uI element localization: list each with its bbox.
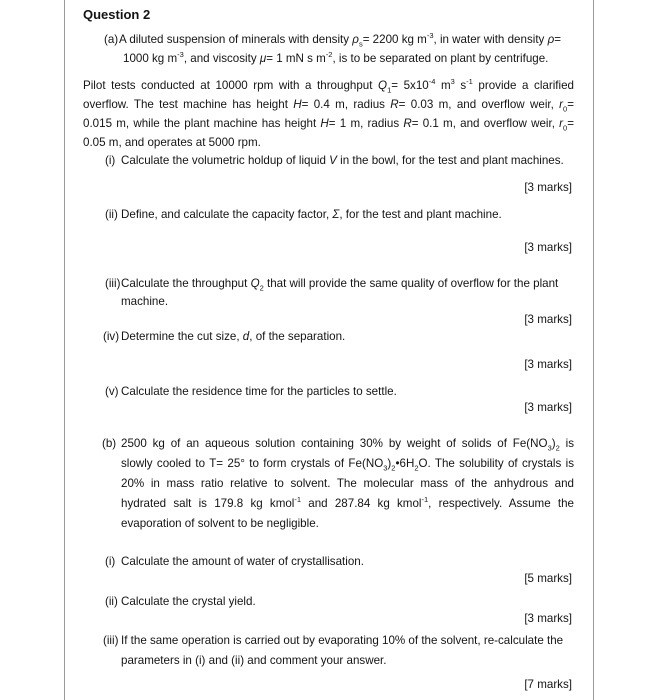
- question-title: Question 2: [83, 7, 151, 22]
- a-q2-marks: [3 marks]: [524, 241, 572, 254]
- right-page-border: [593, 0, 594, 700]
- part-a-label: (a): [104, 33, 119, 46]
- pilot-tests-line-4: 0.05 m, and operates at 5000 rpm.: [83, 136, 261, 149]
- a-q4-marks: [3 marks]: [524, 358, 572, 371]
- part-a-line-2: 1000 kg $m^{-3}$, and viscosity μ= 1 mN s $m^{-2}$, is to be separated on plant by centrifuge.: [123, 50, 549, 65]
- a-q1-text: Calculate the volumetric holdup of liquid V in the bowl, for the test and plant machines.: [121, 154, 564, 167]
- a-q5-number: (v): [105, 385, 119, 398]
- a-q5-marks: [3 marks]: [524, 401, 572, 414]
- a-q3-text: Calculate the throughput $Q_2$ that will provide the same quality of overflow for the plant: [121, 277, 559, 293]
- pilot-tests-line-2: overflow. The test machine has height H= 0.4 m, radius R= 0.03 m, and overflow weir, $r_0=$: [83, 98, 574, 114]
- part-b-line-1: 2500 kg of an aqueous solution containing 30% by weight of solids of $Fe(NO_3)_2$ is: [121, 437, 574, 453]
- b-q2-marks: [3 marks]: [524, 612, 572, 625]
- part-b-line-3: 20% in mass ratio relative to solvent. The molecular mass of the anhydrous and: [121, 477, 574, 490]
- part-b-line-4: hydrated salt is 179.8 kg kmol$^{-1}$ and 287.84 kg kmol$^{-1}$, respectively. Assume the: [121, 495, 574, 510]
- b-q1-text: Calculate the amount of water of crystallisation.: [121, 555, 364, 568]
- a-q2-text: Define, and calculate the capacity factor, Σ, for the test and plant machine.: [121, 208, 502, 221]
- a-q3-marks: [3 marks]: [524, 313, 572, 326]
- b-q3-number: (iii): [103, 634, 119, 647]
- a-q1-number: (i): [105, 154, 116, 167]
- b-q1-marks: [5 marks]: [524, 572, 572, 585]
- part-a-line-1: A diluted suspension of minerals with density $\rho_s= 2200$ kg $m^{-3}$, in water with density ρ=: [119, 31, 561, 49]
- part-b-label: (b): [102, 437, 117, 450]
- a-q3-text-cont: machine.: [121, 295, 169, 308]
- pilot-tests-line-1: Pilot tests conducted at 10000 rpm with a throughput $Q_1= 5x10^{-4}$ $m^3$ $s^{-1}$ provide a clarified: [83, 77, 574, 95]
- b-q3-text: If the same operation is carried out by evaporating 10% of the solvent, re-calculate the: [121, 634, 564, 647]
- left-page-border: [64, 0, 65, 700]
- b-q2-text: Calculate the crystal yield.: [121, 595, 256, 608]
- a-q5-text: Calculate the residence time for the particles to settle.: [121, 385, 397, 398]
- b-q2-number: (ii): [105, 595, 118, 608]
- a-q3-number: (iii): [105, 277, 121, 290]
- a-q4-number: (iv): [103, 330, 120, 343]
- part-b-line-5: evaporation of solvent to be negligible.: [121, 517, 319, 530]
- part-b-line-2: slowly cooled to T= 25° to form crystals of $Fe(NO_3)_2•6H_2O$. The solubility of crystals is: [121, 457, 574, 473]
- a-q1-marks: [3 marks]: [524, 181, 572, 194]
- b-q1-number: (i): [105, 555, 116, 568]
- a-q2-number: (ii): [105, 208, 118, 221]
- b-q3-marks: [7 marks]: [524, 678, 572, 691]
- b-q3-text-cont: parameters in (i) and (ii) and comment your answer.: [121, 654, 387, 667]
- a-q4-text: Determine the cut size, d, of the separation.: [121, 330, 346, 343]
- pilot-tests-line-3: 0.015 m, while the plant machine has height H= 1 m, radius R= 0.1 m, and overflow weir, $r_0=$: [83, 117, 574, 133]
